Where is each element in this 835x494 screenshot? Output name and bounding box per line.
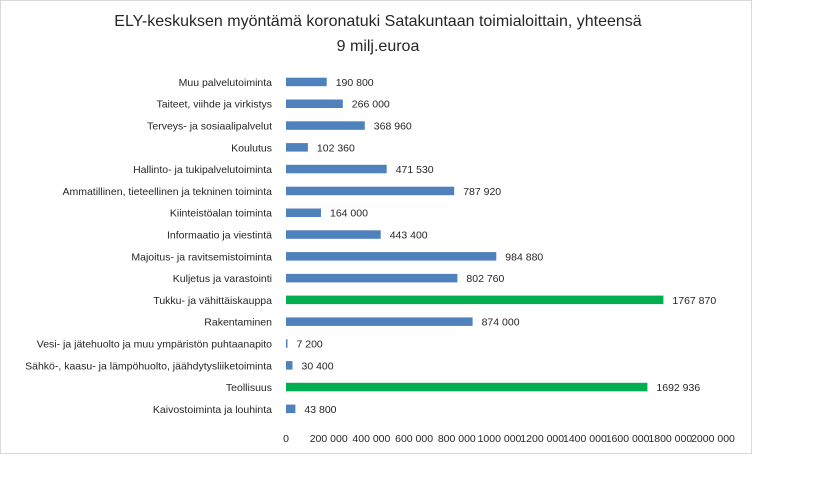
category-label-kiinteistoalan-toiminta: Kiinteistöalan toiminta (169, 207, 272, 220)
value-label-majoitus-ja-ravitsemistoiminta: 984 880 (505, 251, 544, 264)
value-label-taiteet-viihde-ja-virkistys: 266 000 (351, 98, 390, 111)
bar-hallinto-ja-tukipalvelutoiminta (286, 165, 387, 174)
x-tick-label: 1000 000 (477, 433, 522, 445)
value-label-kaivostoiminta-ja-louhinta: 43 800 (304, 403, 337, 416)
value-label-informaatio-ja-viestinta: 443 400 (389, 229, 428, 242)
x-tick-label: 2000 000 (691, 433, 735, 445)
bar-chart (1, 1, 753, 455)
value-label-tukku-ja-vahittaiskauppa: 1767 870 (672, 294, 717, 307)
bar-vesi-ja-jatehuolto-ja-muu-ympariston-puhtaanapito (286, 339, 288, 348)
x-tick-label: 1200 000 (520, 433, 565, 445)
x-tick-label: 1600 000 (605, 433, 650, 445)
chart-subtitle: 9 milj.euroa (336, 38, 420, 55)
value-label-teollisuus: 1692 936 (656, 382, 701, 395)
category-label-informaatio-ja-viestinta: Informaatio ja viestintä (166, 229, 272, 242)
value-label-kiinteistoalan-toiminta: 164 000 (330, 207, 368, 220)
value-label-sahko-kaasu-ja-lampohuolto-jaahdytysliiketoiminta: 30 400 (301, 360, 334, 373)
category-labels-group (25, 77, 272, 416)
bar-rakentaminen (286, 317, 473, 326)
category-label-vesi-ja-jatehuolto-ja-muu-ympariston-puhtaanapito: Vesi- ja jätehuolto ja muu ympäristön puhtaanapito (36, 338, 272, 351)
bar-kuljetus-ja-varastointi (286, 274, 457, 283)
x-tick-label: 600 000 (395, 433, 434, 445)
bar-kiinteistoalan-toiminta (286, 209, 321, 218)
category-label-ammatillinen-tieteellinen-ja-tekninen-toiminta: Ammatillinen, tieteellinen ja tekninen toiminta (62, 185, 272, 198)
value-label-vesi-ja-jatehuolto-ja-muu-ympariston-puhtaanapito: 7 200 (296, 338, 323, 351)
category-label-terveys-ja-sosiaalipalvelut: Terveys- ja sosiaalipalvelut (147, 120, 272, 133)
bar-taiteet-viihde-ja-virkistys (286, 100, 343, 109)
bar-muu-palvelutoiminta (286, 78, 327, 87)
x-tick-label: 1800 000 (648, 433, 693, 445)
x-tick-label: 0 (283, 433, 289, 445)
category-label-teollisuus: Teollisuus (225, 382, 272, 395)
bar-sahko-kaasu-ja-lampohuolto-jaahdytysliiketoiminta (286, 361, 293, 370)
x-tick-label: 400 000 (352, 433, 391, 445)
bar-tukku-ja-vahittaiskauppa (286, 296, 663, 305)
bar-ammatillinen-tieteellinen-ja-tekninen-toiminta (286, 187, 454, 196)
chart-title: ELY-keskuksen myöntämä koronatuki Satakuntaan toimialoittain, yhteensä (114, 13, 642, 30)
value-label-koulutus: 102 360 (316, 142, 355, 155)
bar-teollisuus (286, 383, 647, 392)
value-label-kuljetus-ja-varastointi: 802 760 (466, 273, 505, 286)
bars-group (286, 78, 663, 413)
category-label-kaivostoiminta-ja-louhinta: Kaivostoiminta ja louhinta (152, 403, 272, 416)
value-label-rakentaminen: 874 000 (481, 316, 520, 329)
value-label-muu-palvelutoiminta: 190 800 (335, 76, 374, 89)
category-label-taiteet-viihde-ja-virkistys: Taiteet, viihde ja virkistys (156, 98, 272, 111)
x-tick-label: 1400 000 (563, 433, 607, 445)
category-label-rakentaminen: Rakentaminen (204, 316, 272, 329)
bar-majoitus-ja-ravitsemistoiminta (286, 252, 496, 261)
bar-koulutus (286, 143, 308, 152)
category-label-sahko-kaasu-ja-lampohuolto-jaahdytysliiketoiminta: Sähkö-, kaasu- ja lämpöhuolto, jäähdytysliiketoiminta (25, 360, 272, 373)
category-label-hallinto-ja-tukipalvelutoiminta: Hallinto- ja tukipalvelutoiminta (133, 164, 272, 177)
category-label-kuljetus-ja-varastointi: Kuljetus ja varastointi (172, 273, 272, 286)
category-label-tukku-ja-vahittaiskauppa: Tukku- ja vähittäiskauppa (153, 294, 272, 307)
category-label-majoitus-ja-ravitsemistoiminta: Majoitus- ja ravitsemistoiminta (131, 251, 272, 264)
bar-informaatio-ja-viestinta (286, 230, 381, 239)
bar-terveys-ja-sosiaalipalvelut (286, 121, 365, 130)
x-tick-label: 200 000 (309, 433, 348, 445)
category-label-muu-palvelutoiminta: Muu palvelutoiminta (178, 76, 272, 89)
bar-kaivostoiminta-ja-louhinta (286, 405, 295, 414)
category-label-koulutus: Koulutus (231, 142, 272, 155)
value-label-ammatillinen-tieteellinen-ja-tekninen-toiminta: 787 920 (463, 185, 502, 198)
value-label-terveys-ja-sosiaalipalvelut: 368 960 (373, 120, 412, 133)
x-tick-label: 800 000 (437, 433, 476, 445)
value-label-hallinto-ja-tukipalvelutoiminta: 471 530 (395, 164, 434, 177)
x-axis-ticks-group (283, 433, 735, 445)
